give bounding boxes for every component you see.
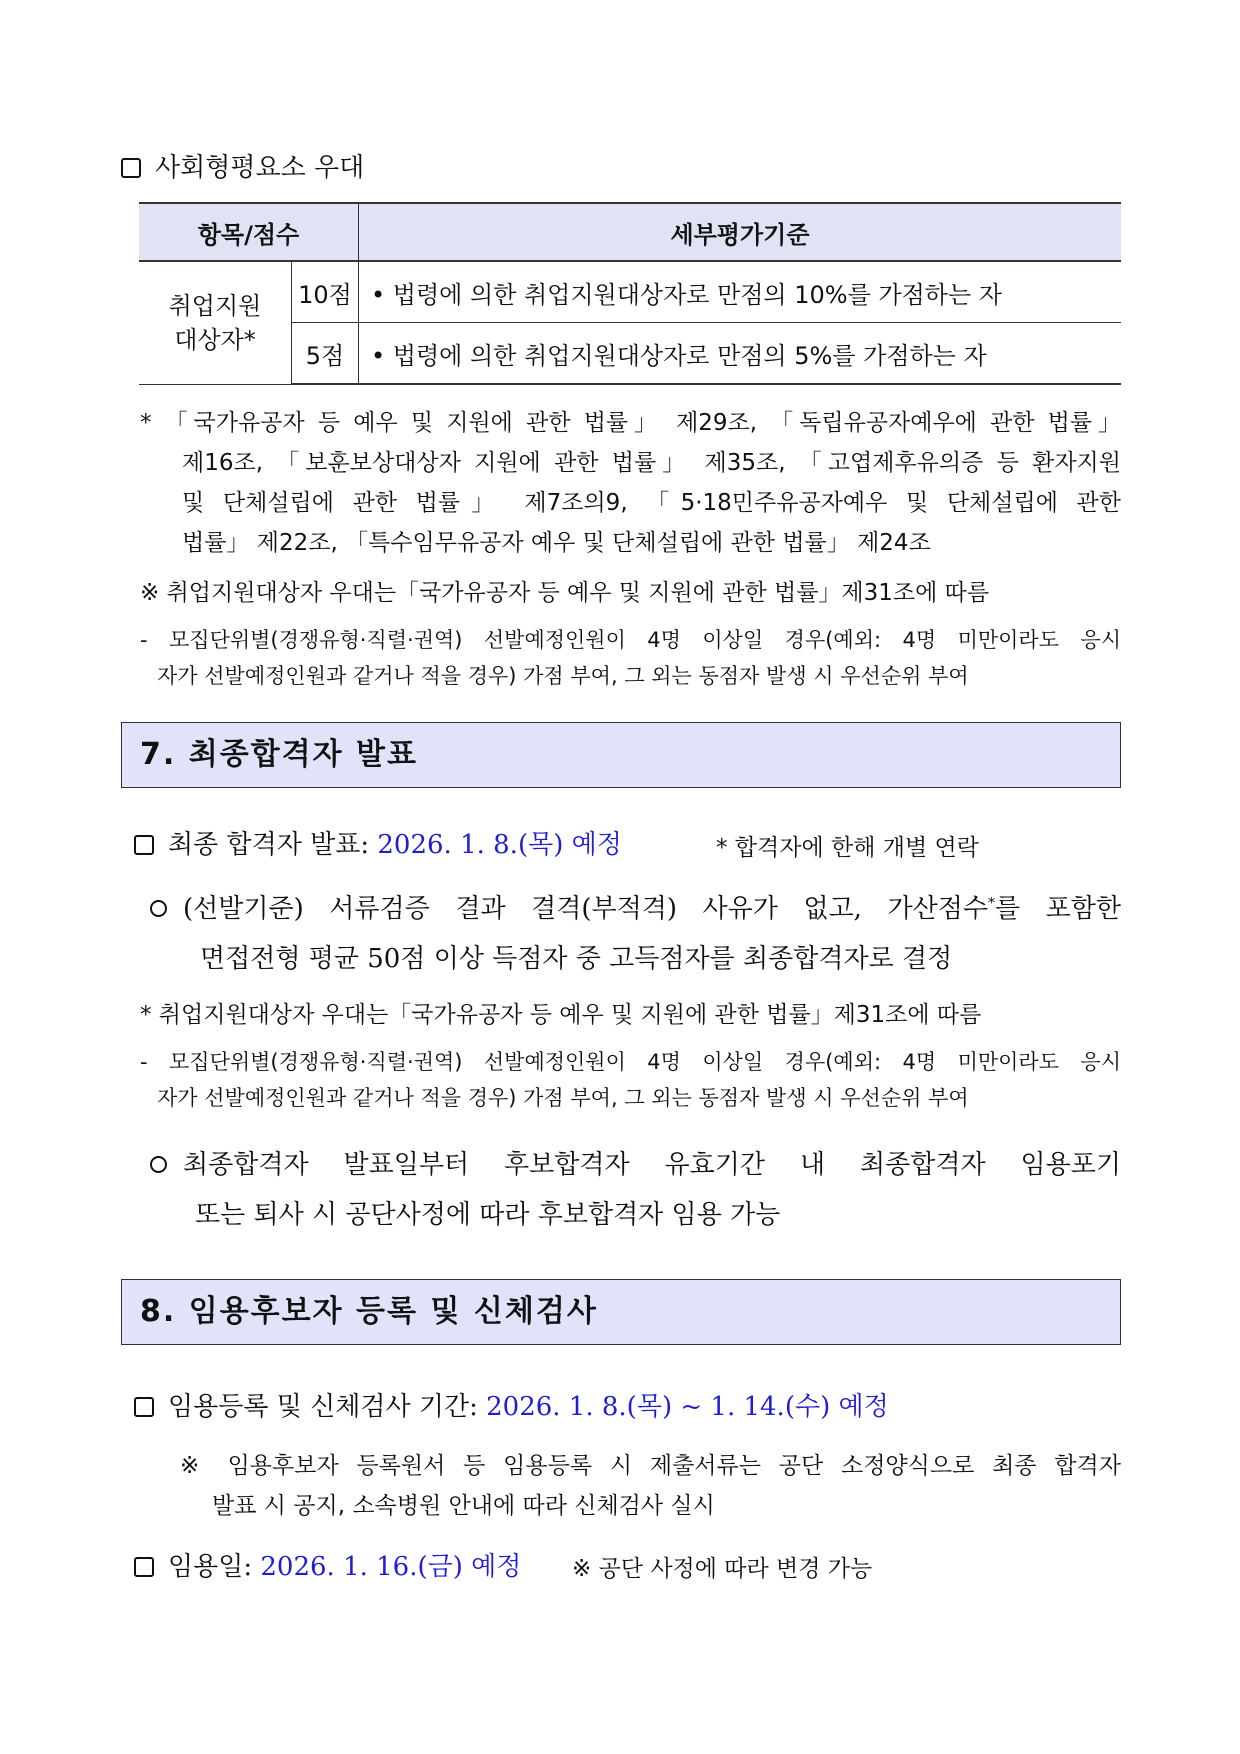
checkbox-square-icon — [134, 1557, 154, 1577]
registration-period — [134, 1386, 889, 1423]
section-8-heading: 8. 임용후보자 등록 및 신체검사 — [121, 1279, 1121, 1345]
announce-label: 최종 합격자 발표: — [168, 830, 370, 860]
reserve-candidate-line2: 또는 퇴사 시 공단사정에 따라 후보합격자 임용 가능 — [195, 1200, 781, 1230]
law-footnote-line: * 「국가유공자 등 예우 및 지원에 관한 법률」 제29조, 「독립유공자예우에 관한 법률」 — [140, 410, 1121, 436]
bonus-criteria-table — [139, 202, 1121, 385]
points-cell: 5점 — [292, 323, 359, 385]
checkbox-square-icon — [134, 835, 154, 855]
reserve-candidate-line — [150, 1144, 1121, 1181]
preference-note: * 취업지원대상자 우대는「국가유공자 등 예우 및 지원에 관한 법률」제31조에 따름 — [140, 1002, 982, 1028]
final-announcement — [134, 824, 622, 861]
checkbox-square-icon — [121, 158, 141, 178]
criteria-superscript: * — [987, 895, 995, 912]
preference-sub-line: - 모집단위별(경쟁유형·직렬·권역) 선발예정인원이 4명 이상일 경우(예외: 4명 미만이라도 응시 — [140, 628, 1121, 652]
section-7-heading: 7. 최종합격자 발표 — [121, 722, 1121, 788]
period-date: 2026. 1. 8.(목) ~ 1. 14.(수) 예정 — [486, 1392, 889, 1422]
circle-bullet-icon — [150, 1156, 167, 1173]
preference-note: ※ 취업지원대상자 우대는「국가유공자 등 예우 및 지원에 관한 법률」제31조에 따름 — [140, 580, 990, 606]
social-equity-title: 사회형평요소 우대 — [121, 147, 364, 184]
law-footnote-line: 법률」 제22조, 「특수임무유공자 예우 및 단체설립에 관한 법률」 제24조 — [182, 530, 931, 556]
preference-sub-line: 자가 선발예정인원과 같거나 적을 경우) 가점 부여, 그 외는 동점자 발생 시 우선순위 부여 — [157, 664, 969, 688]
start-date: 2026. 1. 16.(금) 예정 — [260, 1552, 522, 1582]
start-note: ※ 공단 사정에 따라 변경 가능 — [572, 1556, 873, 1582]
reserve-text: 최종합격자 발표일부터 후보합격자 유효기간 내 최종합격자 임용포기 — [183, 1150, 1121, 1180]
category-cell: 취업지원 대상자* — [139, 261, 292, 384]
selection-criteria-line — [150, 888, 1121, 925]
period-label: 임용등록 및 신체검사 기간: — [168, 1392, 478, 1422]
table-header-criteria: 세부평가기준 — [359, 203, 1122, 261]
registration-note-line: ※ 임용후보자 등록원서 등 임용등록 시 제출서류는 공단 소정양식으로 최종 합격자 — [180, 1453, 1121, 1479]
start-label: 임용일: — [168, 1552, 253, 1582]
table-header-row — [139, 203, 1121, 261]
law-footnote-line: 제16조, 「보훈보상대상자 지원에 관한 법률」 제35조, 「고엽제후유의증 등 환자지원 — [182, 450, 1121, 476]
law-footnote-line: 및 단체설립에 관한 법률」 제7조의9, 「5·18민주유공자예우 및 단체설립에 관한 — [182, 490, 1121, 516]
checkbox-square-icon — [134, 1397, 154, 1417]
table-header-item: 항목/점수 — [139, 203, 359, 261]
circle-bullet-icon — [150, 900, 167, 917]
start-date-line — [134, 1546, 521, 1583]
points-cell: 10점 — [292, 261, 359, 323]
announce-date: 2026. 1. 8.(목) 예정 — [377, 830, 622, 860]
criteria-cell: • 법령에 의한 취업지원대상자로 만점의 5%를 가점하는 자 — [359, 323, 1122, 385]
criteria-text-end: 를 포함한 — [994, 894, 1121, 924]
table-row — [139, 261, 1121, 323]
criteria-cell: • 법령에 의한 취업지원대상자로 만점의 10%를 가점하는 자 — [359, 261, 1122, 323]
registration-note-line: 발표 시 공지, 소속병원 안내에 따라 신체검사 실시 — [212, 1493, 715, 1519]
criteria-text: (선발기준) 서류검증 결과 결격(부적격) 사유가 없고, 가산점수 — [183, 894, 988, 924]
preference-sub-line: - 모집단위별(경쟁유형·직렬·권역) 선발예정인원이 4명 이상일 경우(예외: 4명 미만이라도 응시 — [140, 1050, 1121, 1074]
announce-note: * 합격자에 한해 개별 연락 — [716, 835, 979, 861]
preference-sub-line: 자가 선발예정인원과 같거나 적을 경우) 가점 부여, 그 외는 동점자 발생 시 우선순위 부여 — [157, 1086, 969, 1110]
selection-criteria-line2: 면접전형 평균 50점 이상 득점자 중 고득점자를 최종합격자로 결정 — [200, 944, 953, 974]
